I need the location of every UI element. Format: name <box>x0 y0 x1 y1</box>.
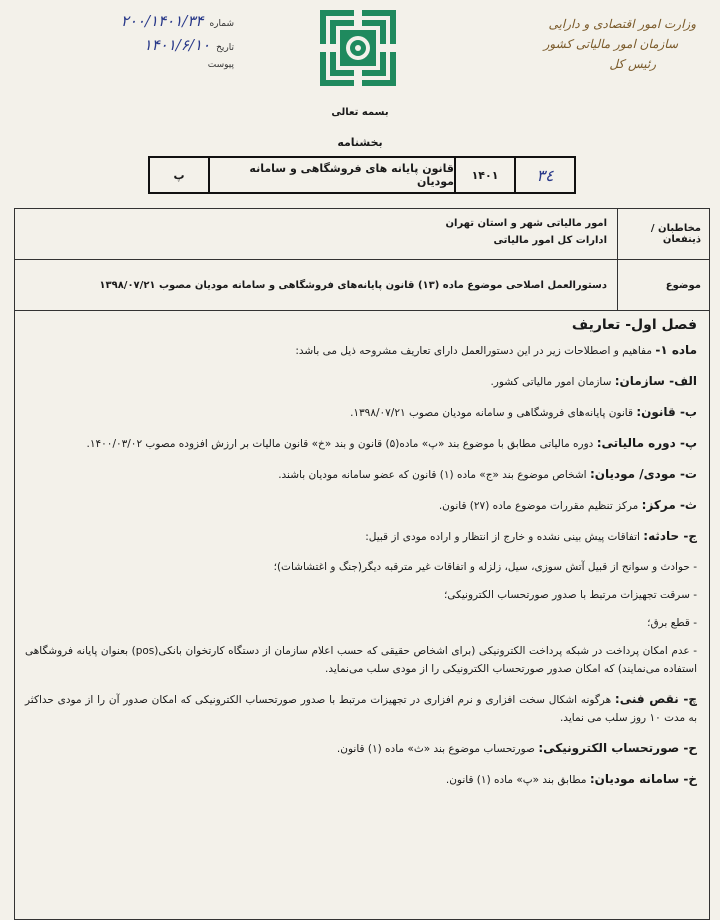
definition-taxpayer-text: اشخاص موضوع بند «ج» ماده (۱) قانون که عضو سامانه مودیان باشند. <box>278 469 590 481</box>
definition-taxpayer-term: ت- مودی/ مودیان: <box>589 467 697 481</box>
section-title: فصل اول- تعاریف <box>571 317 697 333</box>
definition-e-invoice-text: صورتحساب موضوع بند «ث» ماده (۱) قانون. <box>336 743 539 755</box>
definition-tax-period-text: دوره مالیاتی مطابق با موضوع بند «پ» ماده(۵) قانون و بند «خ» قانون مالیات بر ارزش افزوده مصوب ۱۴۰۰/۰۳/۰۲. <box>86 438 597 450</box>
definition-center-text: مرکز تنظیم مقررات موضوع ماده (۲۷) قانون. <box>438 500 642 512</box>
bismillah: بسمه تعالی <box>331 107 389 118</box>
definition-e-invoice-term: ح- صورتحساب الکترونیکی: <box>538 741 697 755</box>
attachment-label: پیوست <box>207 60 234 70</box>
incident-item-payment-failure: - عدم امکان پرداخت در شبکه پرداخت الکترونیکی (برای اشخاص حقیقی که حسب اعلام سازمان از دستگاه کارتخوان بانکی(pos) بعنوان پایانه فروشگاهی استفاده می‌نمایند) که امکان صدور صورتحساب الکترونیکی را از مودی سلب می‌نماید. <box>25 645 697 675</box>
tax-organization-logo <box>318 8 398 88</box>
definition-center-term: ث- مرکز: <box>641 498 697 512</box>
letter-metadata <box>64 12 234 84</box>
definition-center <box>25 496 697 515</box>
definition-tax-period-term: پ- دوره مالیاتی: <box>596 436 697 450</box>
definition-organization-text: سازمان امور مالیاتی کشور. <box>490 376 615 388</box>
ministry-line-1: وزارت امور اقتصادی و دارایی <box>548 17 696 31</box>
definition-organization <box>25 372 697 391</box>
definition-taxpayer-system <box>25 770 697 789</box>
definition-e-invoice <box>25 739 697 758</box>
definition-technical-fault <box>25 690 697 727</box>
strip-subject: قانون پایانه های فروشگاهی و سامانه مودیان <box>208 158 454 192</box>
incident-item-power-outage: - قطع برق؛ <box>647 617 697 629</box>
recipients-line-1: امور مالیاتی شهر و استان تهران <box>445 218 607 229</box>
date-row <box>64 36 234 60</box>
definition-tax-period <box>25 434 697 453</box>
number-row <box>64 12 234 36</box>
definition-incident <box>25 527 697 546</box>
definition-law-term: ب- قانون: <box>636 405 697 419</box>
definition-law <box>25 403 697 422</box>
definition-law-text: قانون پایانه‌های فروشگاهی و سامانه مودیان مصوب ۱۳۹۸/۰۷/۲۱. <box>350 407 637 419</box>
definition-incident-term: ج- حادثه: <box>643 529 697 543</box>
article-1-term: ماده ۱- <box>655 343 697 357</box>
definition-taxpayer-system-term: خ- سامانه مودیان: <box>589 772 697 786</box>
incident-item-disasters: - حوادث و سوانح از قبیل آتش سوزی، سیل، زلزله و اتفاقات غیر مترقبه دیگر(جنگ و اغتشاشات)؛ <box>273 561 697 573</box>
number-value: ۲۰۰/۱۴۰۱/۳۴ <box>120 12 204 30</box>
ministry-line-3: رئیس کل <box>609 57 656 71</box>
strip-number: ۳٤ <box>514 158 574 192</box>
definition-taxpayer <box>25 465 697 484</box>
ministry-header <box>526 14 696 74</box>
incident-item-theft: - سرقت تجهیزات مرتبط با صدور صورتحساب الکترونیکی؛ <box>443 589 697 601</box>
recipients-row <box>15 209 709 260</box>
number-label: شماره <box>209 19 234 29</box>
ministry-line-2: سازمان امور مالیاتی کشور <box>543 37 678 51</box>
article-1 <box>25 341 697 360</box>
circular-title: بخشنامه <box>337 136 383 149</box>
subject-row <box>15 260 709 311</box>
definition-taxpayer-system-text: مطابق بند «پ» ماده (۱) قانون. <box>445 774 590 786</box>
recipients-line-2: ادارات کل امور مالیاتی <box>493 235 607 246</box>
definition-technical-fault-text: هرگونه اشکال سخت افزاری و نرم افزاری در تجهیزات مرتبط با صدور صورتحساب الکترونیکی که امکان صدور آن را از مودی حداکثر به مدت ۱۰ روز سلب می نماید. <box>25 694 697 724</box>
subject-label: موضوع <box>617 260 709 310</box>
recipients-value <box>15 209 617 259</box>
article-1-text: مفاهیم و اصطلاحات زیر در این دستورالعمل دارای تعاریف مشروحه ذیل می باشد: <box>295 345 656 357</box>
definition-organization-term: الف- سازمان: <box>614 374 697 388</box>
definition-incident-text: اتفاقات پیش بینی نشده و خارج از انتظار و اراده مودی از قبیل: <box>365 531 644 543</box>
recipients-label: مخاطبان / ذینفعان <box>617 209 709 259</box>
date-label: تاریخ <box>216 43 234 53</box>
attachment-row <box>64 60 234 84</box>
circular-number-strip <box>148 156 576 194</box>
definition-technical-fault-term: چ- نقص فنی: <box>614 692 697 706</box>
circular-body <box>15 311 709 789</box>
strip-year: ۱۴۰۱ <box>454 158 514 192</box>
subject-value: دستورالعمل اصلاحی موضوع ماده (۱۳) قانون پایانه‌های فروشگاهی و سامانه مودیان مصوب ۱۳۹۸/۰۷/۲۱ <box>99 279 607 291</box>
strip-code: پ <box>173 168 185 182</box>
main-content-box <box>14 208 710 920</box>
date-value: ۱۴۰۱/۶/۱۰ <box>143 36 211 54</box>
